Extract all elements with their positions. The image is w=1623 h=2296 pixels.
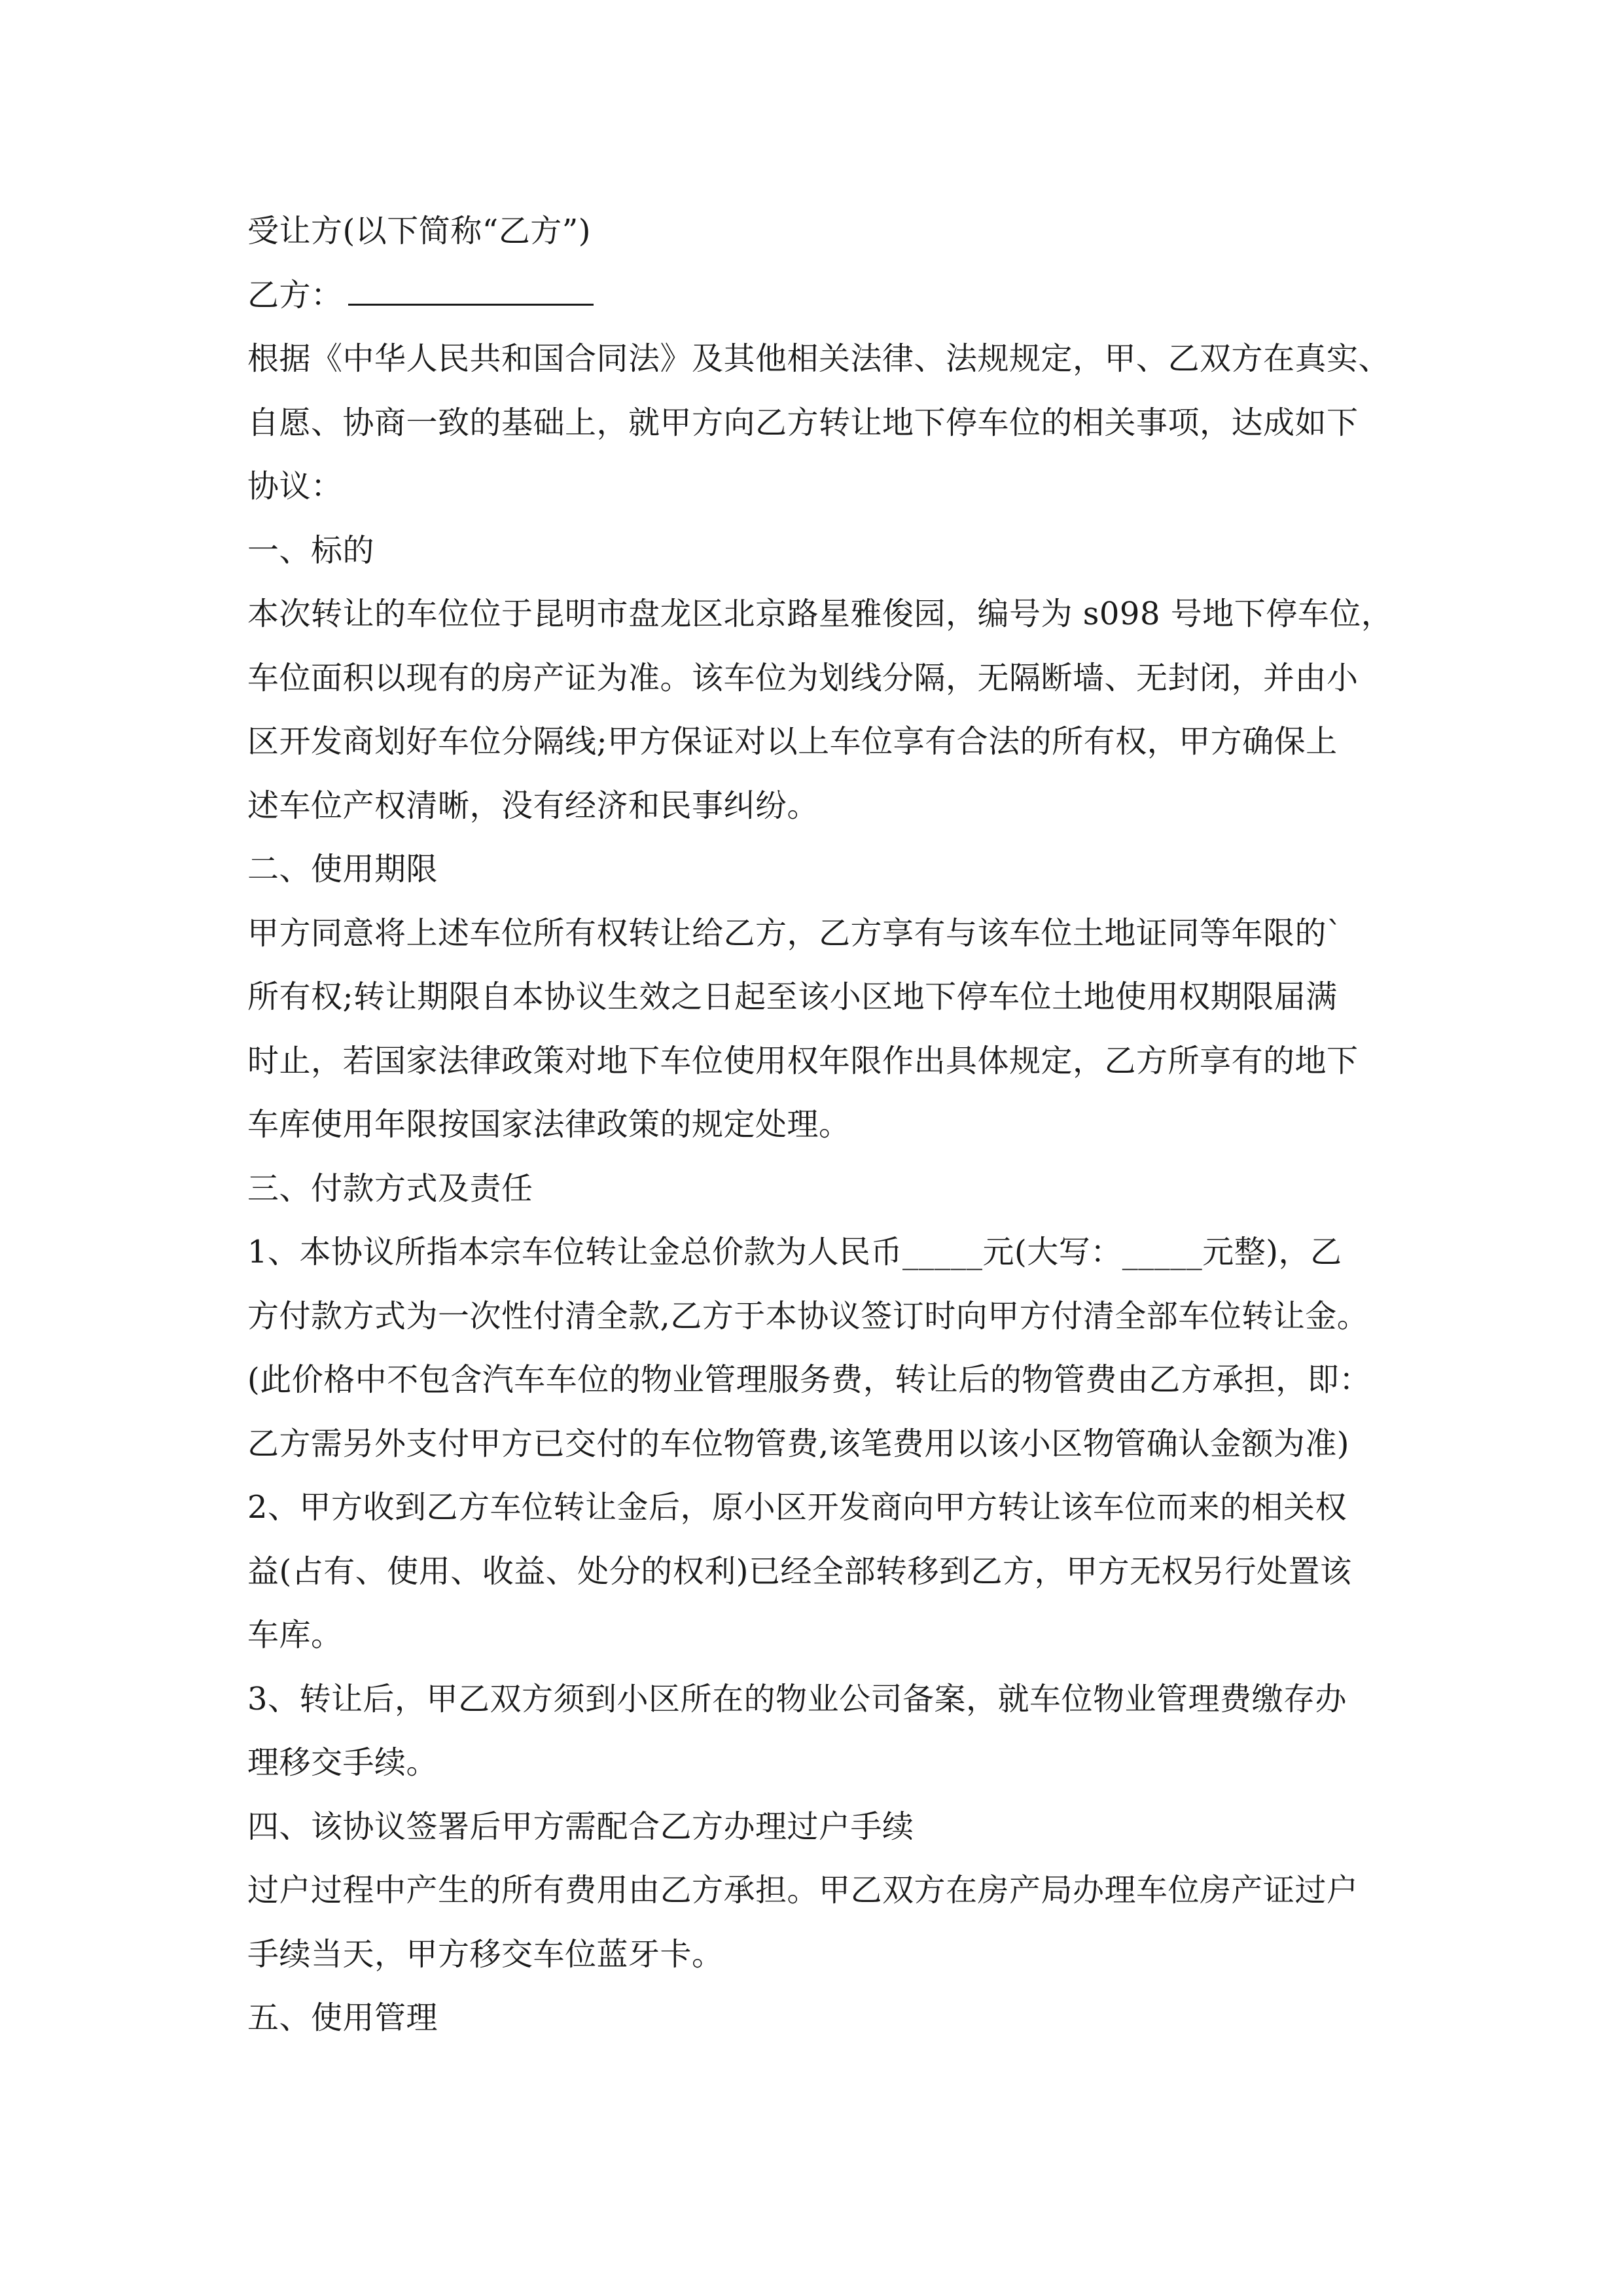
section-2-line-2: 所有权;转让期限自本协议生效之日起至该小区地下停车位土地使用权期限届满 xyxy=(247,978,1338,1015)
section-3-line-5: 2、甲方收到乙方车位转让金后，原小区开发商向甲方转让该车位而来的相关权 xyxy=(247,1489,1347,1526)
section-1-line-4: 述车位产权清晰，没有经济和民事纠纷。 xyxy=(247,787,819,824)
section-3-line-1: 1、本协议所指本宗车位转让金总价款为人民币_____元(大写：_____元整)，乙 xyxy=(247,1234,1342,1270)
section-2-line-1: 甲方同意将上述车位所有权转让给乙方，乙方享有与该车位土地证同等年限的` xyxy=(247,914,1343,952)
section-4-line-2: 手续当天，甲方移交车位蓝牙卡。 xyxy=(247,1935,724,1973)
section-1-line-1: 本次转让的车位位于昆明市盘龙区北京路星雅俊园，编号为 s098 号地下停车位， xyxy=(247,596,1393,632)
section-3-line-4: 乙方需另外支付甲方已交付的车位物管费,该笔费用以该小区物管确认金额为准) xyxy=(247,1425,1349,1462)
party-b-label: 乙方： xyxy=(247,276,343,314)
document-body xyxy=(247,200,1396,2051)
preamble-line-3: 协议： xyxy=(247,468,343,505)
section-3-line-3: (此价格中不包含汽车车位的物业管理服务费，转让后的物管费由乙方承担，即： xyxy=(247,1361,1371,1398)
section-4-line-1: 过户过程中产生的所有费用由乙方承担。甲乙双方在房产局办理车位房产证过户 xyxy=(247,1872,1359,1909)
party-b-line xyxy=(247,264,1396,328)
section-3-heading: 三、付款方式及责任 xyxy=(247,1170,533,1207)
section-1-line-2: 车位面积以现有的房产证为准。该车位为划线分隔，无隔断墙、无封闭，并由小 xyxy=(247,659,1359,696)
section-5-heading: 五、使用管理 xyxy=(247,2000,438,2036)
transferee-heading: 受让方(以下简称“乙方”) xyxy=(247,213,592,249)
section-1-line-3: 区开发商划好车位分隔线;甲方保证对以上车位享有合法的所有权，甲方确保上 xyxy=(247,723,1338,760)
section-4-heading: 四、该协议签署后甲方需配合乙方办理过户手续 xyxy=(247,1808,914,1845)
section-2-heading: 二、使用期限 xyxy=(247,851,438,888)
section-3-line-8: 3、转让后，甲乙双方须到小区所在的物业公司备案，就车位物业管理费缴存办 xyxy=(247,1680,1347,1717)
section-2-line-4: 车库使用年限按国家法律政策的规定处理。 xyxy=(247,1106,851,1143)
section-1-heading: 一、标的 xyxy=(247,531,375,569)
section-3-line-2: 方付款方式为一次性付清全款,乙方于本协议签订时向甲方付清全部车位转让金。 xyxy=(247,1297,1369,1335)
section-3-line-9: 理移交手续。 xyxy=(247,1744,438,1781)
preamble-line-1: 根据《中华人民共和国合同法》及其他相关法律、法规规定，甲、乙双方在真实、 xyxy=(247,340,1391,377)
preamble-line-2: 自愿、协商一致的基础上，就甲方向乙方转让地下停车位的相关事项，达成如下 xyxy=(247,404,1359,441)
section-3-line-7: 车库。 xyxy=(247,1617,343,1653)
party-b-name-blank xyxy=(348,278,594,306)
section-3-line-6: 益(占有、使用、收益、处分的权利)已经全部转移到乙方，甲方无权另行处置该 xyxy=(247,1552,1352,1590)
section-2-line-3: 时止，若国家法律政策对地下车位使用权年限作出具体规定，乙方所享有的地下 xyxy=(247,1042,1359,1079)
